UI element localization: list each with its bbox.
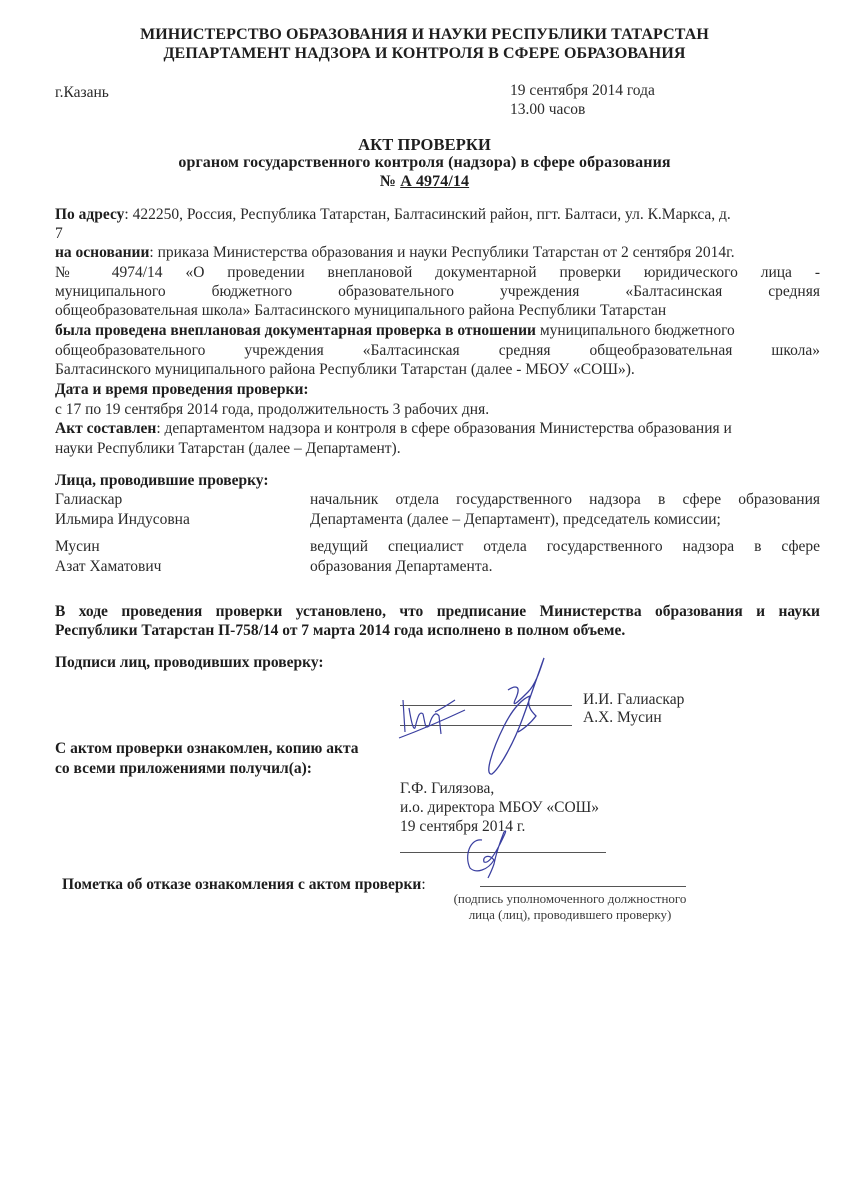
inspection-text: муниципального бюджетного (535, 322, 735, 339)
signer-2: А.Х. Мусин (583, 709, 662, 726)
inspection-label: была проведена внеплановая документарная проверка в отношении (55, 322, 536, 339)
composed-text: : департаментом надзора и контроля в сфере образования Министерства образования и (156, 420, 732, 437)
basis-label: на основании (55, 244, 150, 261)
inspector-2-name: Азат Хаматович (55, 558, 162, 575)
address-cont: 7 (55, 225, 63, 242)
ack-label-1: С актом проверки ознакомлен, копию акта (55, 740, 359, 757)
address-label: По адресу (55, 206, 125, 223)
refusal-caption-2: лица (лиц), проводившего проверку) (468, 907, 672, 922)
address-line (55, 205, 731, 225)
inspector-2-role-2: образования Департамента. (310, 558, 493, 575)
conclusion-line-1: В ходе проведения проверки установлено, что предписание Министерства образования и науки (55, 603, 820, 620)
inspector-2-role-1: ведущий специалист отдела государственного надзора в сфере (310, 538, 820, 555)
act-number (0, 173, 849, 191)
inspector-1-role-1: начальник отдела государственного надзора в сфере образования (310, 491, 820, 508)
inspector-1-name: Ильмира Индусовна (55, 511, 190, 528)
refusal-caption-1: (подпись уполномоченного должностного (453, 891, 687, 906)
inspector-1-role-2: Департамента (далее – Департамент), председатель комиссии; (310, 511, 721, 528)
basis-line-2: № 4974/14 «О проведении внеплановой документарной проверки юридического лица - (55, 264, 820, 281)
datetime-value: с 17 по 19 сентября 2014 года, продолжительность 3 рабочих дня. (55, 401, 490, 418)
composed-line-1 (55, 419, 732, 439)
basis-line-4: общеобразовательная школа» Балтасинского муниципального района Республики Татарстан (55, 302, 667, 319)
ministry-heading: МИНИСТЕРСТВО ОБРАЗОВАНИЯ И НАУКИ РЕСПУБЛИКИ ТАТАРСТАН (140, 26, 709, 43)
composed-line-2: науки Республики Татарстан (далее – Департамент). (55, 440, 401, 457)
act-date: 19 сентября 2014 года (510, 82, 655, 99)
signature-gilyazova (460, 820, 520, 880)
department-heading: ДЕПАРТАМЕНТ НАДЗОРА И КОНТРОЛЯ В СФЕРЕ ОБРАЗОВАНИЯ (163, 45, 686, 62)
inspection-line-3: Балтасинского муниципального района Республики Татарстан (далее - МБОУ «СОШ»). (55, 361, 635, 378)
conclusion-line-2: Республики Татарстан П-758/14 от 7 марта 2014 года исполнено в полном объеме. (55, 622, 626, 639)
address-value: : 422250, Россия, Республика Татарстан, Балтасинский район, пгт. Балтаси, ул. К.Маркса, д. (124, 206, 731, 223)
signature-galiaskar (470, 650, 560, 780)
ack-name: Г.Ф. Гилязова, (400, 780, 495, 797)
act-time: 13.00 часов (510, 101, 586, 118)
refusal-signature-line (480, 886, 686, 887)
basis-text: : приказа Министерства образования и науки Республики Татарстан от 2 сентября 2014г. (149, 244, 735, 261)
inspection-line-1 (55, 321, 735, 341)
ack-date: 19 сентября 2014 г. (400, 818, 526, 835)
number-value: А 4974/14 (400, 173, 470, 190)
inspectors-label: Лица, проводившие проверку: (55, 472, 269, 489)
number-prefix: № (379, 173, 401, 190)
ack-label-2: со всеми приложениями получил(а): (55, 760, 312, 777)
composed-label: Акт составлен (55, 420, 157, 437)
act-subtitle: органом государственного контроля (надзора) в сфере образования (178, 154, 671, 171)
basis-line-3: муниципального бюджетного образовательного учреждения «Балтасинская средняя (55, 283, 820, 300)
signatures-label: Подписи лиц, проводивших проверку: (55, 654, 324, 671)
place: г.Казань (55, 84, 109, 101)
refusal-colon: : (421, 876, 426, 893)
signature-musin (395, 680, 475, 740)
signer-1: И.И. Галиаскар (583, 691, 685, 708)
datetime-label: Дата и время проведения проверки: (55, 381, 309, 398)
inspector-2-surname: Мусин (55, 538, 100, 555)
inspector-1-surname: Галиаскар (55, 491, 123, 508)
act-title: АКТ ПРОВЕРКИ (358, 135, 491, 154)
refusal-label (62, 875, 426, 895)
refusal-label-text: Пометка об отказе ознакомления с актом проверки (62, 876, 422, 893)
inspection-line-2: общеобразовательного учреждения «Балтасинская средняя общеобразовательная школа» (55, 342, 820, 359)
ack-position: и.о. директора МБОУ «СОШ» (400, 799, 600, 816)
basis-line-1 (55, 243, 735, 263)
